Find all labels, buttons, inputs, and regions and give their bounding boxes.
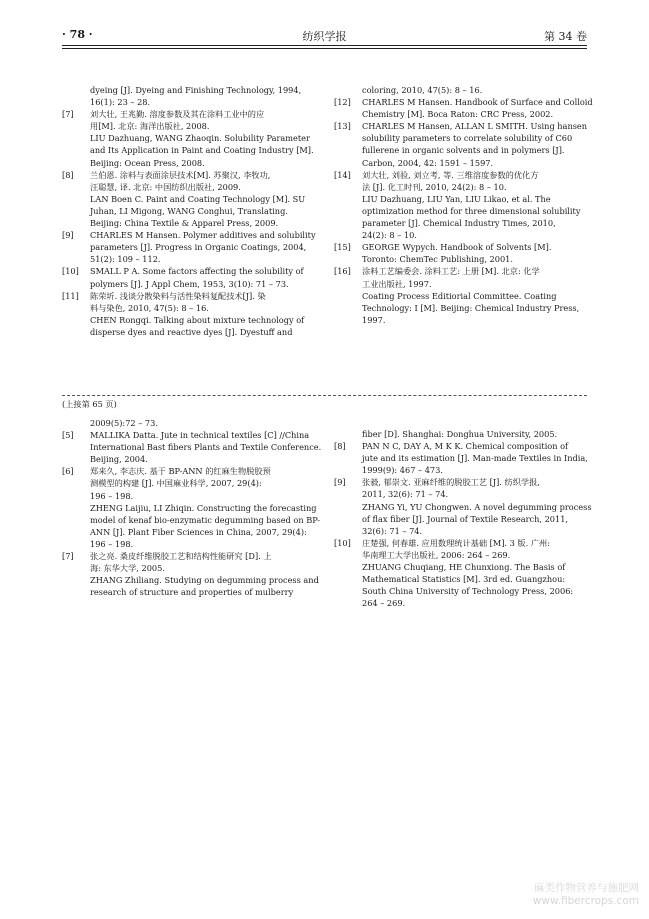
reference-line: 庄楚强, 何春雄. 应用数理统计基础 [M]. 3 版. 广州: — [362, 537, 550, 548]
references-top-left — [62, 84, 317, 338]
reference-line: International Bast fibers Plants and Textile Conference. — [90, 442, 322, 453]
reference-continuation-line: coloring, 2010, 47(5): 8 – 16. — [362, 85, 483, 95]
reference-number: [8] — [62, 169, 74, 180]
reference-line: LIU Dazhuang, LIU Yan, LIU Likao, et al. The — [362, 193, 551, 204]
reference-line: 196 – 198. — [90, 490, 134, 501]
header-rule-thin — [62, 48, 587, 49]
reference-line: 264 – 269. — [362, 598, 406, 609]
reference-entry — [334, 96, 593, 120]
references-bottom-right — [334, 428, 592, 609]
reference-number: [9] — [334, 477, 346, 488]
reference-number: [7] — [62, 551, 74, 562]
reference-entry — [62, 465, 321, 550]
watermark-title: 麻类作物营养与施肥网 — [534, 882, 639, 894]
reference-line: ZHANG Zhiliang. Studying on degumming process and — [90, 575, 319, 586]
reference-number: [12] — [334, 97, 351, 108]
reference-number: [6] — [62, 466, 74, 477]
page-number: · 78 · — [62, 28, 93, 41]
reference-number: [14] — [334, 169, 351, 180]
reference-entry — [334, 440, 589, 476]
reference-line: 32(6): 71 – 74. — [362, 525, 423, 536]
reference-line: 刘大壮, 刘验, 刘立考, 等. 三维溶度参数的优化方 — [362, 169, 539, 180]
reference-line: 2011, 32(6): 71 – 74. — [362, 489, 449, 500]
reference-number: [7] — [62, 109, 74, 120]
reference-continuation-line: 16(1): 23 – 28. — [90, 97, 151, 108]
references-top-right — [334, 84, 593, 326]
reference-entry — [62, 229, 317, 265]
reference-line: Beijing: China Textile & Apparel Press, 2009. — [90, 218, 279, 229]
reference-line: CHEN Rongqi. Talking about mixture technology of — [90, 314, 305, 325]
reference-line: 张之亮. 桑皮纤维脱胶工艺和结构性能研究 [D]. 上 — [90, 551, 272, 562]
reference-line: Juhan, LI Migong, WANG Conghui, Translating. — [90, 205, 288, 216]
reference-line: 汪聪慧, 译. 北京: 中国纺织出版社, 2009. — [90, 181, 241, 192]
reference-number: [10] — [334, 537, 351, 548]
reference-line: ZHUANG Chuqiang, HE Chunxiong. The Basis of — [362, 562, 566, 573]
reference-line: 郑来久, 李志庆. 基于 BP-ANN 的红麻生物脱胶预 — [90, 466, 271, 477]
reference-line: SMALL P A. Some factors affecting the solubility of — [90, 266, 304, 277]
reference-line: Mathematical Statistics [M]. 3rd ed. Guangzhou: — [362, 574, 566, 585]
reference-line: 196 – 198. — [90, 538, 134, 549]
reference-line: 刘大壮, 王兆勤. 溶度参数及其在涂料工业中的应 — [90, 109, 265, 120]
reference-number: [5] — [62, 430, 74, 441]
reference-line: parameters [J]. Progress in Organic Coatings, 2004, — [90, 242, 307, 253]
reference-line: 测模型的构建 [J]. 中国麻业科学, 2007, 29(4): — [90, 478, 262, 489]
reference-entry — [62, 290, 317, 338]
reference-line: 海: 东华大学, 2005. — [90, 563, 165, 574]
reference-number: [10] — [62, 266, 79, 277]
reference-line: Coating Process Editiorial Committee. Coating — [362, 290, 557, 301]
reference-entry — [334, 476, 592, 536]
reference-line: ZHANG Yi, YU Chongwen. A novel degumming process — [362, 501, 592, 512]
reference-line: 51(2): 109 – 112. — [90, 254, 161, 265]
reference-entry — [334, 241, 589, 265]
reference-number: [16] — [334, 266, 351, 277]
reference-line: Technology: I [M]. Beijing: Chemical Industry Press, — [362, 302, 580, 313]
reference-line: 1997. — [362, 314, 386, 325]
reference-line: Chemistry [M]. Boca Raton: CRC Press, 2002. — [362, 109, 554, 120]
reference-line: fullerene in organic solvents and in polymers [J]. — [362, 145, 565, 156]
reference-line: CHARLES M Hansen, ALLAN L SMITH. Using hansen — [362, 121, 588, 132]
reference-entry — [62, 550, 317, 598]
reference-line: 陈荣圻. 浅谈分散染料与活性染料复配技术[J]. 染 — [90, 290, 266, 301]
reference-line: Carbon, 2004, 42: 1591 – 1597. — [362, 157, 494, 168]
reference-entry — [62, 265, 317, 289]
continued-from-note: (上接第 65 页) — [62, 399, 117, 409]
section-divider — [62, 395, 587, 396]
volume-label: 第 34 卷 — [544, 30, 587, 43]
watermark — [533, 882, 639, 908]
header-rule — [62, 45, 587, 46]
watermark-url: www.fibercrops.com — [532, 895, 639, 907]
reference-line: MALLIKA Datta. Jute in technical textiles [C] //China — [90, 430, 310, 441]
reference-line: LAN Boen C. Paint and Coating Technology [M]. SU — [90, 193, 306, 204]
reference-line: Beijing: Ocean Press, 2008. — [90, 157, 205, 168]
running-header — [62, 24, 587, 46]
reference-entry — [62, 429, 322, 465]
reference-line: 24(2): 8 – 10. — [362, 230, 417, 241]
reference-line: ZHENG Laijiu, LI Zhiqin. Constructing the forecasting — [90, 502, 317, 513]
reference-number: [15] — [334, 242, 351, 253]
reference-line: and Its Application in Paint and Coating Industry [M]. — [90, 145, 314, 156]
reference-line: parameter [J]. Chemical Industry Times, 2010, — [362, 218, 556, 229]
reference-line: 用[M]. 北京: 海洋出版社, 2008. — [90, 121, 210, 132]
journal-title: 纺织学报 — [302, 30, 347, 43]
reference-entry — [334, 265, 589, 325]
reference-line: Toronto: ChemTec Publishing, 2001. — [362, 254, 513, 265]
reference-line: 华南理工大学出版社, 2006: 264 – 269. — [362, 549, 511, 560]
reference-entry — [62, 108, 317, 168]
reference-line: 工业出版社, 1997. — [362, 278, 432, 289]
reference-line: disperse dyes and reactive dyes [J]. Dyestuff and — [90, 326, 293, 337]
reference-line: South China University of Technology Press, 2006: — [362, 586, 574, 597]
reference-line: Beijing, 2004. — [90, 454, 148, 465]
reference-line: LIU Dazhuang, WANG Zhaoqin. Solubility Parameter — [90, 133, 310, 144]
reference-line: CHARLES M Hansen. Polymer additives and solubility — [90, 230, 316, 241]
reference-number: [11] — [62, 290, 79, 301]
reference-line: optimization method for three dimensional solubility — [362, 205, 581, 216]
reference-number: [9] — [62, 230, 74, 241]
reference-line: solubility parameters to correlate solubility of C60 — [362, 133, 573, 144]
reference-line: polymers [J]. J Appl Chem, 1953, 3(10): 71 – 73. — [90, 278, 289, 289]
reference-line: of flax fiber [J]. Journal of Textile Research, 2011, — [362, 513, 569, 524]
reference-line: model of kenaf bio-enzymatic degumming based on BP- — [90, 514, 321, 525]
reference-continuation-line: 2009(5):72 – 73. — [90, 418, 158, 428]
reference-line: CHARLES M Hansen. Handbook of Surface and Colloid — [362, 97, 593, 108]
reference-line: 兰伯恩. 涂料与表面涂层技术[M]. 苏聚汉, 李牧功, — [90, 169, 271, 180]
reference-line: 张毅, 郁崇文. 亚麻纤维的脱胶工艺 [J]. 纺织学报, — [362, 477, 540, 488]
reference-line: PAN N C, DAY A, M K K. Chemical composition of — [362, 441, 569, 452]
reference-continuation-line: dyeing [J]. Dyeing and Finishing Technology, 1994, — [90, 85, 302, 95]
reference-entry — [62, 169, 317, 229]
reference-entry — [334, 120, 589, 168]
reference-number: [8] — [334, 441, 346, 452]
reference-line: 料与染色, 2010, 47(5): 8 – 16. — [90, 302, 209, 313]
reference-line: jute and its estimation [J]. Man-made Textiles in India, — [362, 453, 588, 464]
reference-line: 1999(9): 467 – 473. — [362, 465, 443, 476]
reference-line: GEORGE Wypych. Handbook of Solvents [M]. — [362, 242, 552, 253]
reference-continuation-line: fiber [D]. Shanghai: Donghua University, 2005. — [362, 429, 558, 439]
reference-entry — [334, 169, 589, 242]
reference-line: ANN [J]. Plant Fiber Sciences in China, 2007, 29(4): — [90, 526, 307, 537]
reference-entry — [334, 537, 589, 610]
reference-line: 法 [J]. 化工时刊, 2010, 24(2): 8 – 10. — [362, 181, 507, 192]
references-bottom-left — [62, 417, 322, 598]
reference-line: 涂料工艺编委会. 涂料工艺: 上册 [M]. 北京: 化学 — [362, 266, 540, 277]
reference-line: research of structure and properties of mulberry — [90, 587, 294, 598]
reference-number: [13] — [334, 121, 351, 132]
